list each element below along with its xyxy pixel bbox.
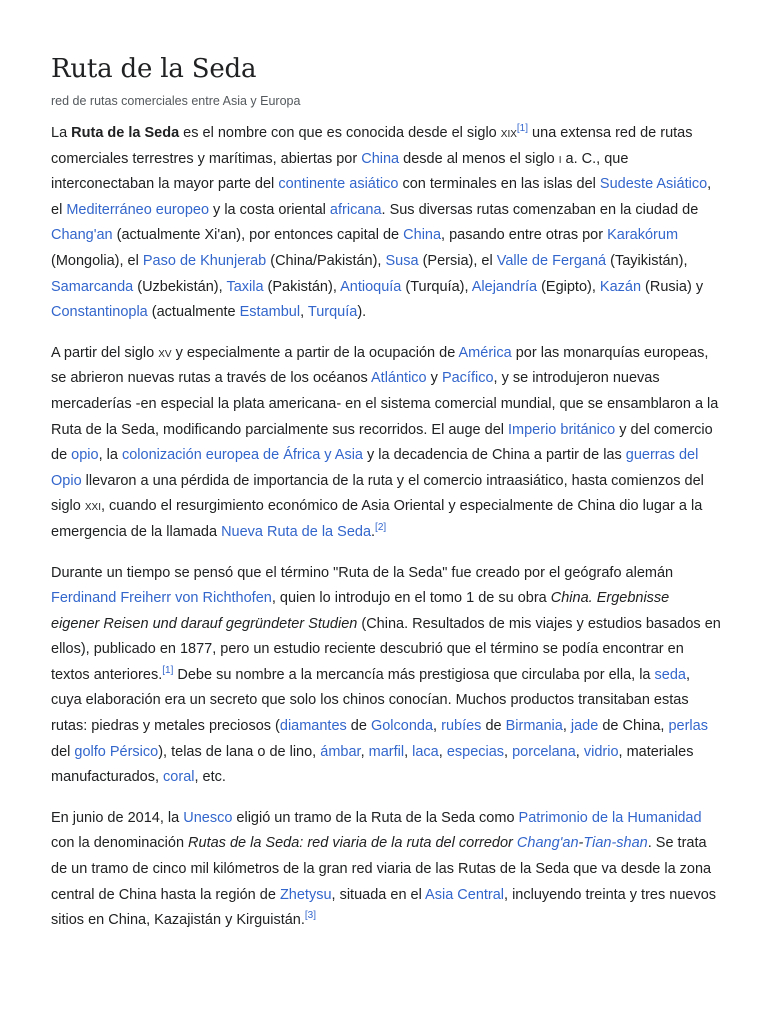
article-link[interactable]: Pacífico xyxy=(441,370,494,387)
article-link[interactable]: Tian-shan xyxy=(583,835,648,852)
text-run: , materiales manufacturados, xyxy=(51,743,694,786)
article-link[interactable]: golfo Pérsico xyxy=(74,743,159,760)
text-run: , pasando entre otras por xyxy=(441,227,608,244)
text-run: Durante un tiempo se pensó que el término "Ruta de la Seda" fue creado por el geógrafo alemán xyxy=(51,564,674,581)
article-link[interactable]: Birmania xyxy=(505,718,563,735)
text-run: (actualmente xyxy=(147,304,240,321)
text-run: , xyxy=(562,718,571,735)
text-run: de China, xyxy=(598,718,669,735)
article-link[interactable]: coral xyxy=(163,769,195,786)
roman-numeral: xix xyxy=(500,125,517,141)
article-link[interactable]: Atlántico xyxy=(371,370,427,387)
article-link[interactable]: Kazán xyxy=(599,278,642,295)
reference-superscript xyxy=(305,910,316,921)
text-run: , xyxy=(404,743,413,760)
article-link[interactable]: Susa xyxy=(385,252,419,269)
text-run: , xyxy=(575,743,584,760)
article-link[interactable]: ámbar xyxy=(320,743,361,760)
text-run: llevaron a una pérdida de importancia de la ruta y el comercio intraasiático, hasta comienzos del siglo xyxy=(51,472,704,515)
article-link[interactable]: Unesco xyxy=(183,809,233,826)
article-link[interactable]: Chang'an xyxy=(516,835,579,852)
text-run: . Se trata de un tramo de cinco mil kilómetros de la gran red viaria de las Rutas de la Seda que va desde la zona central de China hasta la región de xyxy=(51,835,712,903)
text-run: . Sus diversas rutas comenzaban en la ciudad de xyxy=(381,201,699,218)
text-run: , cuya elaboración era un secreto que solo los chinos conocían. Muchos productos transitaban estas rutas: piedras y metales preciosos ( xyxy=(51,666,691,735)
text-run: y xyxy=(426,370,442,387)
paragraph-3 xyxy=(51,561,721,791)
text-run: y la decadencia de China a partir de las xyxy=(362,447,626,464)
text-run: (Uzbekistán), xyxy=(133,278,227,295)
article-link[interactable]: porcelana xyxy=(512,743,576,760)
text-run: (Mongolia), el xyxy=(51,252,143,269)
text-run: La xyxy=(51,125,72,141)
article-link[interactable]: especias xyxy=(446,743,505,760)
text-run: (Egipto), xyxy=(537,278,600,295)
article-link[interactable]: Golconda xyxy=(370,718,434,735)
text-run: (Tayikistán), xyxy=(606,252,688,269)
text-run: , xyxy=(360,743,369,760)
text-run: Debe su nombre a la mercancía más prestigiosa que circulaba por ella, la xyxy=(173,666,655,683)
article-link[interactable]: continente asiático xyxy=(278,176,399,193)
text-run: , cuando el resurgimiento económico de Asia Oriental y especialmente de China dio lugar a la emergencia de la llamada xyxy=(51,498,703,540)
article-link[interactable]: Samarcanda xyxy=(51,278,134,295)
roman-numeral: xv xyxy=(158,344,172,361)
text-run: con terminales en las islas del xyxy=(398,176,600,193)
text-run: . xyxy=(371,523,376,540)
article-body xyxy=(51,121,721,949)
text-run: de xyxy=(346,718,371,735)
text-run: (Pakistán), xyxy=(263,278,341,295)
text-run: (Turquía), xyxy=(401,278,472,295)
text-run: y la costa oriental xyxy=(209,201,330,218)
article-link[interactable]: laca xyxy=(412,743,439,760)
article-link[interactable]: marfil xyxy=(368,743,405,760)
article-link[interactable]: Nueva Ruta de la Seda xyxy=(221,523,372,540)
text-run: , etc. xyxy=(194,769,226,786)
article-link[interactable]: Ferdinand Freiherr von Richthofen xyxy=(51,590,272,607)
article-link[interactable]: jade xyxy=(570,718,599,735)
text-run: (Rusia) y xyxy=(641,278,704,295)
text-run: , xyxy=(438,743,447,760)
text-run: del xyxy=(51,743,75,760)
text-run: En junio de 2014, la xyxy=(51,809,184,826)
text-run: (Persia), el xyxy=(418,252,497,269)
article-link[interactable]: China xyxy=(403,227,442,244)
reference-link[interactable]: [1] xyxy=(516,123,529,135)
text-run: , incluyendo treinta y tres nuevos sitios en China, Kazajistán y Kirguistán. xyxy=(51,886,717,929)
article-link[interactable]: América xyxy=(458,344,512,361)
text-run: (China/Pakistán), xyxy=(266,252,386,269)
text-run: desde al menos el siglo xyxy=(399,150,559,167)
reference-superscript xyxy=(517,123,528,134)
article-link[interactable]: seda xyxy=(654,666,686,683)
text-run: una extensa red de rutas comerciales terrestres y marítimas, abiertas por xyxy=(51,125,693,167)
text-run: , situada en el xyxy=(331,886,426,903)
article-link[interactable]: Karakórum xyxy=(607,227,679,244)
text-run: es el nombre con que es conocida desde el siglo xyxy=(179,125,501,141)
article-link[interactable]: Sudeste Asiático xyxy=(599,176,708,193)
bold-term: Ruta de la Seda xyxy=(71,125,180,141)
text-run: , quien lo introdujo en el tomo 1 de su obra xyxy=(271,590,551,607)
article-link[interactable]: Patrimonio de la Humanidad xyxy=(518,809,702,826)
article-link[interactable]: Asia Central xyxy=(425,886,505,903)
article-link[interactable]: opio xyxy=(71,447,99,464)
roman-numeral: xxi xyxy=(84,498,101,515)
reference-link[interactable]: [3] xyxy=(304,910,317,922)
text-run: ). xyxy=(357,304,367,321)
article-link[interactable]: colonización europea de África y Asia xyxy=(121,447,363,464)
text-run: eligió un tramo de la Ruta de la Seda como xyxy=(232,809,519,826)
text-run: , y se introdujeron nuevas mercaderías -en especial la plata americana- en el sistema comercial mundial, que se ensamblaron a la Ruta de la Seda, modificando parcialmente sus recorridos. El auge del xyxy=(51,370,719,438)
article-link[interactable]: diamantes xyxy=(279,718,347,735)
paragraph-2 xyxy=(51,341,721,546)
article-link[interactable]: Valle de Ferganá xyxy=(496,252,607,269)
article-link[interactable]: africana xyxy=(329,201,382,218)
reference-superscript xyxy=(375,522,386,533)
paragraph-1 xyxy=(51,121,721,326)
text-run: (actualmente Xi'an), por entonces capital de xyxy=(112,227,404,244)
article-link[interactable]: vidrio xyxy=(583,743,619,760)
text-run: A partir del siglo xyxy=(51,344,159,361)
text-run: con la denominación xyxy=(51,835,189,852)
italic-text: - xyxy=(578,835,584,852)
text-run: (China. Resultados de mis viajes y estudios basados en ellos), publicado en 1877, pero un estudio reciente descubrió que el término se podía encontrar en textos anteriores. xyxy=(51,615,721,683)
article-link[interactable]: Constantinopla xyxy=(51,304,148,321)
article-link[interactable]: Mediterráneo europeo xyxy=(66,201,210,218)
text-run: de xyxy=(481,718,506,735)
text-run: , xyxy=(300,304,308,321)
text-run: , xyxy=(433,718,442,735)
reference-superscript xyxy=(162,665,173,676)
article-link[interactable]: Alejandría xyxy=(471,278,538,295)
article-link[interactable]: Imperio británico xyxy=(508,421,616,438)
text-run: por las monarquías europeas, se abrieron nuevas rutas a través de los océanos xyxy=(51,344,709,387)
article-link[interactable]: Zhetysu xyxy=(279,886,332,903)
article-link[interactable]: perlas xyxy=(668,718,708,735)
article-link[interactable]: guerras del Opio xyxy=(51,447,699,489)
article-link[interactable]: Antioquía xyxy=(340,278,402,295)
text-run: , xyxy=(504,743,513,760)
text-run: ), telas de lana o de lino, xyxy=(158,743,321,760)
reference-link[interactable]: [2] xyxy=(375,522,387,534)
text-run: y del comercio de xyxy=(51,421,713,464)
reference-link[interactable]: [1] xyxy=(162,665,174,677)
article-title: Ruta de la Seda xyxy=(51,54,257,84)
roman-numeral: i xyxy=(558,150,562,167)
text-run: , el xyxy=(51,176,712,218)
text-run: , la xyxy=(98,447,122,464)
italic-text: China. Ergebnisse eigener Reisen und darauf gegründeter Studien xyxy=(51,590,670,632)
article-link[interactable]: Chang'an xyxy=(51,227,113,244)
article-link[interactable]: Taxila xyxy=(226,278,264,295)
article-link[interactable]: Turquía xyxy=(307,304,358,321)
paragraph-4 xyxy=(51,806,721,934)
text-run: a. C., que interconectaban la mayor parte del xyxy=(51,150,629,193)
article-link[interactable]: China xyxy=(361,150,400,167)
italic-text: Rutas de la Seda: red viaria de la ruta del corredor xyxy=(188,835,517,852)
article-subtitle: red de rutas comerciales entre Asia y Europa xyxy=(51,94,301,108)
article-link[interactable]: Paso de Khunjerab xyxy=(142,252,267,269)
article-link[interactable]: rubíes xyxy=(441,718,482,735)
text-run: y especialmente a partir de la ocupación de xyxy=(171,344,459,361)
article-link[interactable]: Estambul xyxy=(239,304,301,321)
